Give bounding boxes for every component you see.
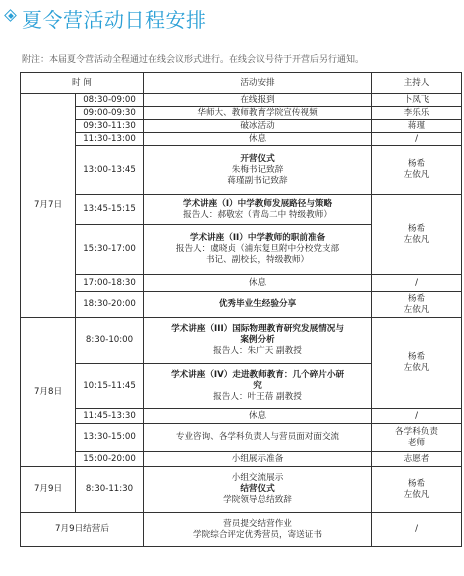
host-cell <box>372 424 462 452</box>
host-cell: / <box>372 513 462 547</box>
activity-line: 究 <box>253 380 262 391</box>
time-cell: 13:30-15:00 <box>76 424 144 452</box>
activity-line: 朱梅书记致辞 <box>231 164 284 175</box>
header <box>0 0 464 40</box>
activity-line: 蒋瑾副书记致辞 <box>227 175 288 186</box>
activity-cell <box>144 195 372 225</box>
host-line: 杨希 <box>407 223 426 234</box>
host-cell: 志愿者 <box>372 452 462 467</box>
host-line: 老师 <box>407 437 426 448</box>
activity-cell: 破冰活动 <box>144 120 372 133</box>
activity-cell: 休息 <box>144 275 372 292</box>
time-cell: 11:30-13:00 <box>76 133 144 146</box>
table-row <box>21 94 462 107</box>
table-row <box>21 292 462 318</box>
table-row <box>21 452 462 467</box>
activity-cell <box>144 146 372 195</box>
time-cell: 18:30-20:00 <box>76 292 144 318</box>
activity-cell <box>144 513 372 547</box>
time-cell: 10:15-11:45 <box>76 364 144 409</box>
activity-cell <box>144 225 372 275</box>
activity-cell <box>144 467 372 513</box>
table-row <box>21 107 462 120</box>
time-cell: 09:30-11:30 <box>76 120 144 133</box>
host-cell: 卜凤飞 <box>372 94 462 107</box>
activity-line: 学院领导总结致辞 <box>223 495 292 505</box>
column-header-host: 主持人 <box>372 73 462 94</box>
day-cell: 7月7日 <box>21 94 76 318</box>
time-cell: 8:30-10:00 <box>76 318 144 364</box>
activity-cell: 小组展示准备 <box>144 452 372 467</box>
time-cell: 11:45-13:30 <box>76 409 144 424</box>
activity-line: 报告人：叶王蓓 副教授 <box>213 391 302 402</box>
host-cell: 李乐乐 <box>372 107 462 120</box>
activity-line: 学术讲座（IV）走进教师教育：几个碎片小研 <box>170 369 345 380</box>
activity-line: 学术讲座（II）中学教师的职前准备 <box>189 233 326 243</box>
activity-cell <box>144 364 372 409</box>
activity-cell: 华师大、教师教育学院宣传视频 <box>144 107 372 120</box>
host-cell <box>372 467 462 513</box>
host-cell <box>372 195 462 275</box>
page-title: 夏令营活动日程安排 <box>22 8 207 32</box>
activity-line: 学术讲座（I）中学教师发展路径与策略 <box>182 198 333 209</box>
activity-line: 营员提交结营作业 <box>223 518 292 529</box>
host-cell <box>372 146 462 195</box>
host-cell <box>372 292 462 318</box>
activity-cell: 优秀毕业生经验分享 <box>144 292 372 318</box>
activity-line: 报告人：朱广天 副教授 <box>213 346 302 356</box>
host-line: 杨希 <box>407 478 426 489</box>
time-cell: 09:00-09:30 <box>76 107 144 120</box>
activity-line: 开营仪式 <box>240 153 275 164</box>
activity-cell: 休息 <box>144 409 372 424</box>
activity-line: 小组交流展示 <box>231 473 284 483</box>
host-line: 左依凡 <box>403 363 430 373</box>
host-cell: / <box>372 275 462 292</box>
column-header-activity: 活动安排 <box>144 73 372 94</box>
time-cell: 08:30-09:00 <box>76 94 144 107</box>
activity-cell: 专业咨询、各学科负责人与营员面对面交流 <box>144 424 372 452</box>
time-cell: 17:00-18:30 <box>76 275 144 292</box>
time-cell: 13:00-13:45 <box>76 146 144 195</box>
host-line: 左依凡 <box>403 304 430 315</box>
activity-line: 书记、副校长，特级教师） <box>205 255 310 265</box>
note-text: 附注：本届夏令营活动全程通过在线会议形式进行。在线会议号待于开营后另行通知。 <box>22 55 365 65</box>
host-line: 左依凡 <box>403 170 430 180</box>
day-cell: 7月9日结营后 <box>21 513 144 547</box>
time-cell: 13:45-15:15 <box>76 195 144 225</box>
time-cell: 15:30-17:00 <box>76 225 144 275</box>
host-cell: / <box>372 133 462 146</box>
table-row <box>21 318 462 364</box>
activity-line: 案例分析 <box>240 335 275 345</box>
table-row <box>21 146 462 195</box>
host-cell: 蒋瑾 <box>372 120 462 133</box>
table-row <box>21 195 462 225</box>
activity-line: 学术讲座（III）国际物理教育研究发展情况与 <box>171 324 344 334</box>
activity-cell: 在线报到 <box>144 94 372 107</box>
time-cell: 8:30-11:30 <box>76 467 144 513</box>
activity-line: 结营仪式 <box>240 484 275 494</box>
host-line: 杨希 <box>407 159 426 169</box>
day-cell: 7月8日 <box>21 318 76 467</box>
host-cell: / <box>372 409 462 424</box>
diamond-icon <box>5 10 17 22</box>
host-cell <box>372 318 462 409</box>
activity-cell: 休息 <box>144 133 372 146</box>
host-line: 左依凡 <box>403 234 430 245</box>
host-line: 杨希 <box>407 293 426 304</box>
column-header-time: 时 间 <box>21 73 144 94</box>
table-row <box>21 467 462 513</box>
table-row <box>21 424 462 452</box>
table-row <box>21 275 462 292</box>
activity-line: 报告人：虞晓贞（浦东复旦附中分校党支部 <box>175 244 340 254</box>
host-line: 杨希 <box>407 352 426 362</box>
day-cell: 7月9日 <box>21 467 76 513</box>
table-row <box>21 409 462 424</box>
table-row <box>21 133 462 146</box>
table-row <box>21 513 462 547</box>
host-line: 左依凡 <box>403 489 430 500</box>
activity-line: 报告人：郝敬宏（青岛二中 特级教师） <box>183 209 332 220</box>
host-line: 各学科负责 <box>395 426 438 437</box>
activity-cell <box>144 318 372 364</box>
schedule-table <box>20 72 462 547</box>
table-row <box>21 120 462 133</box>
time-cell: 15:00-20:00 <box>76 452 144 467</box>
activity-line: 学院综合评定优秀营员，寄送证书 <box>193 529 322 540</box>
